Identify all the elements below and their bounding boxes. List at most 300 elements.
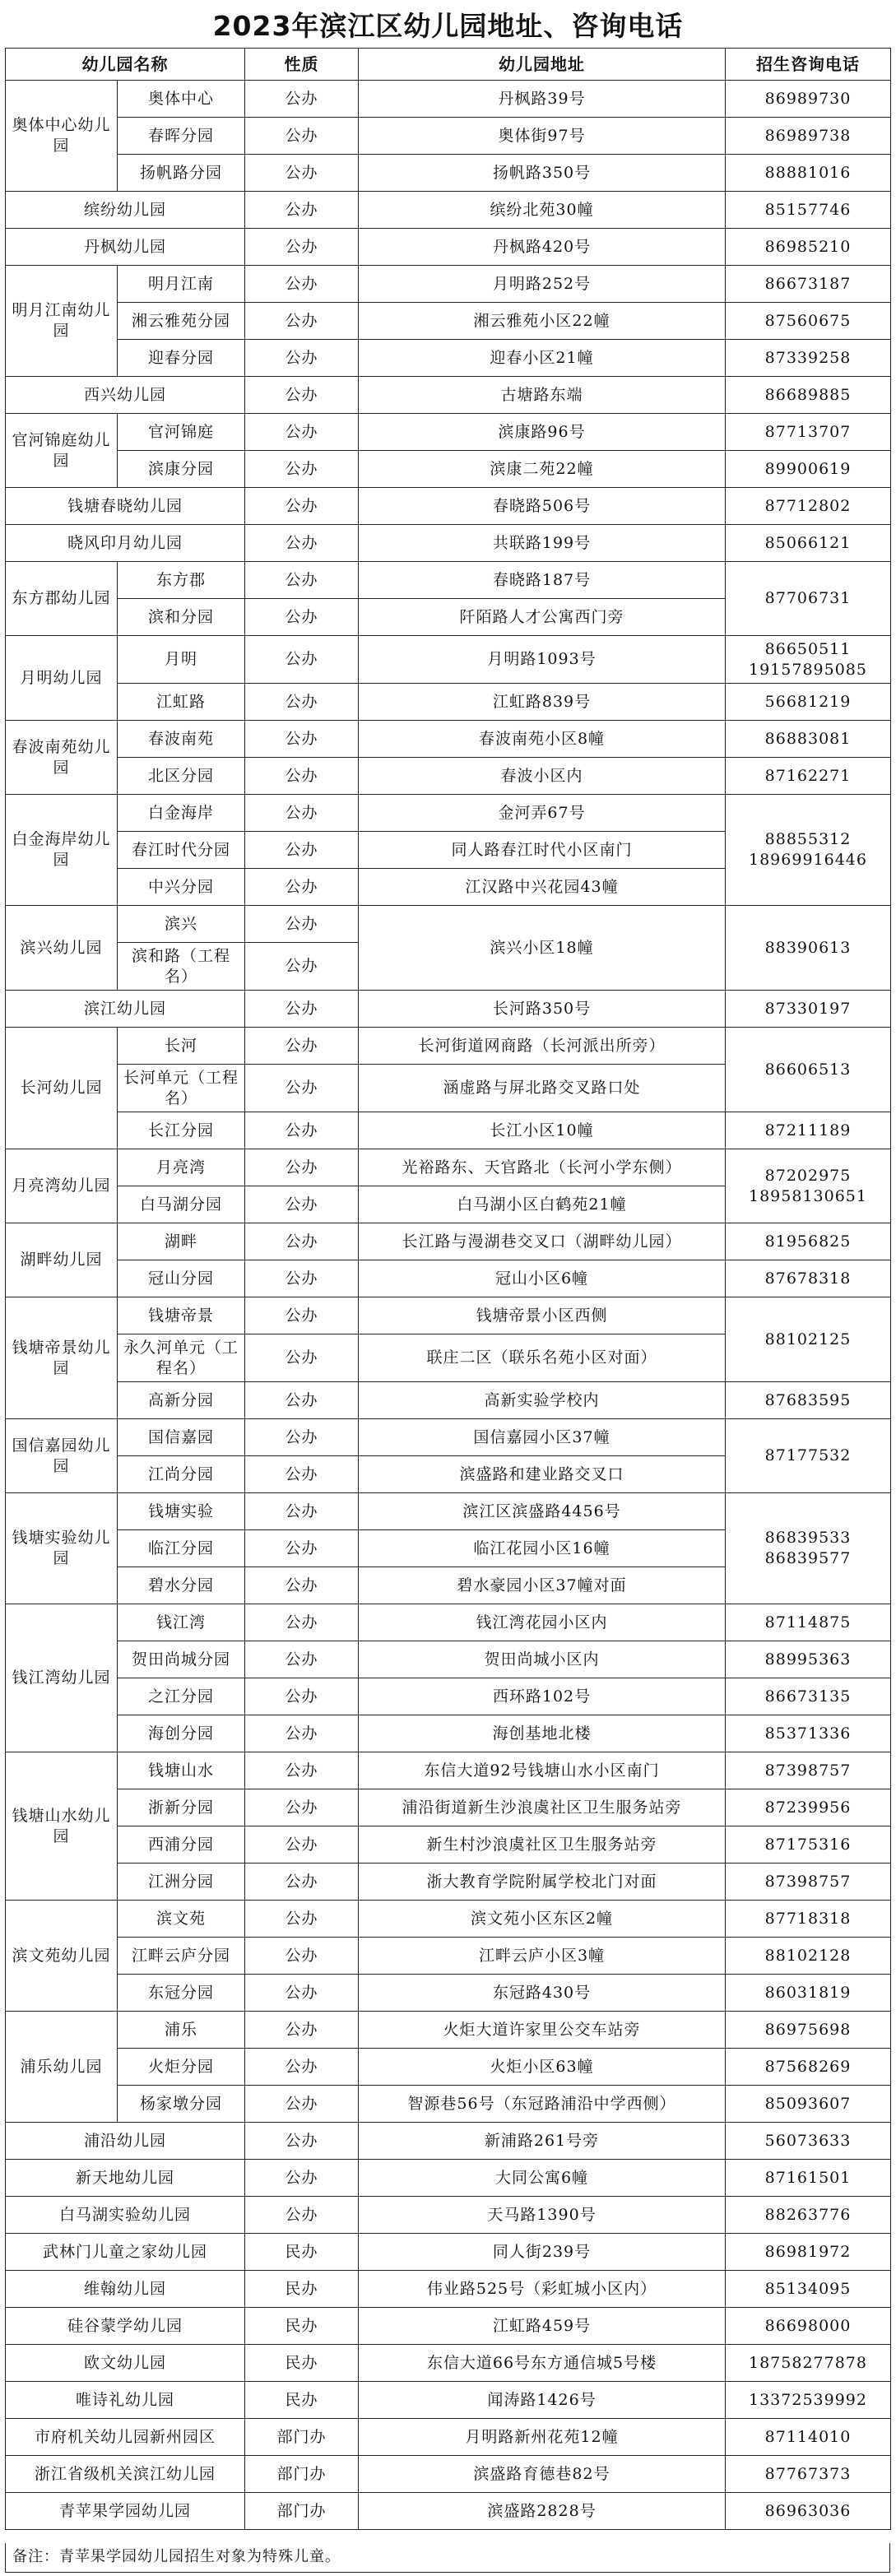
table-row <box>6 2456 891 2493</box>
type-cell: 公办 <box>245 229 359 266</box>
kindergarten-name: 长河幼儿园 <box>6 1028 118 1149</box>
branch-name: 扬帆路分园 <box>118 155 245 192</box>
phone-cell: 87398757 <box>726 1752 891 1789</box>
address-cell: 碧水豪园小区37幢对面 <box>359 1567 726 1604</box>
kindergarten-name: 湖畔幼儿园 <box>6 1223 118 1297</box>
type-cell: 公办 <box>245 2197 359 2234</box>
type-cell: 公办 <box>245 1641 359 1678</box>
type-cell: 公办 <box>245 1112 359 1149</box>
table-row <box>6 451 891 488</box>
kindergarten-name: 白金海岸幼儿园 <box>6 795 118 906</box>
branch-name: 湖畔 <box>118 1223 245 1260</box>
type-cell: 公办 <box>245 943 359 991</box>
branch-name: 滨兴 <box>118 906 245 943</box>
address-cell: 春波小区内 <box>359 758 726 795</box>
table-row <box>6 155 891 192</box>
branch-name: 东冠分园 <box>118 1975 245 2012</box>
branch-name: 高新分园 <box>118 1382 245 1419</box>
table-row <box>6 2049 891 2086</box>
kindergarten-name: 维翰幼儿园 <box>6 2271 245 2308</box>
type-cell: 民办 <box>245 2382 359 2419</box>
type-cell: 公办 <box>245 1678 359 1715</box>
address-cell: 月明路252号 <box>359 266 726 303</box>
address-cell: 联庄二区（联乐名苑小区对面） <box>359 1334 726 1382</box>
address-cell: 浦沿街道新生沙浪虞社区卫生服务站旁 <box>359 1789 726 1826</box>
phone-cell: 86673135 <box>726 1678 891 1715</box>
address-cell: 长江路与漫湖巷交叉口（湖畔幼儿园） <box>359 1223 726 1260</box>
branch-name: 滨文苑 <box>118 1901 245 1938</box>
address-cell: 扬帆路350号 <box>359 155 726 192</box>
table-row <box>6 1382 891 1419</box>
type-cell: 公办 <box>245 1334 359 1382</box>
phone-cell: 88881016 <box>726 155 891 192</box>
kindergarten-name: 武林门儿童之家幼儿园 <box>6 2234 245 2271</box>
address-cell: 西环路102号 <box>359 1678 726 1715</box>
phone-cell: 86689885 <box>726 377 891 414</box>
header-type: 性质 <box>245 49 359 81</box>
phone-cell: 87767373 <box>726 2456 891 2493</box>
address-cell: 海创基地北楼 <box>359 1715 726 1752</box>
address-cell: 江虹路839号 <box>359 684 726 721</box>
table-row <box>6 2382 891 2419</box>
type-cell: 公办 <box>245 2049 359 2086</box>
address-cell: 春波南苑小区8幢 <box>359 721 726 758</box>
address-cell: 江汉路中兴花园43幢 <box>359 869 726 906</box>
table-row <box>6 1223 891 1260</box>
phone-cell: 86650511 19157895085 <box>726 636 891 684</box>
table-row <box>6 2308 891 2345</box>
phone-cell: 86031819 <box>726 1975 891 2012</box>
phone-cell: 89900619 <box>726 451 891 488</box>
kindergarten-name: 硅谷蒙学幼儿园 <box>6 2308 245 2345</box>
branch-name: 长江分园 <box>118 1112 245 1149</box>
address-cell: 临江花园小区16幢 <box>359 1530 726 1567</box>
address-cell: 智源巷56号（东冠路浦沿中学西侧） <box>359 2086 726 2123</box>
address-cell: 滨文苑小区东区2幢 <box>359 1901 726 1938</box>
address-cell: 火炬大道许家里公交车站旁 <box>359 2012 726 2049</box>
phone-cell: 87161501 <box>726 2160 891 2197</box>
kindergarten-name: 缤纷幼儿园 <box>6 192 245 229</box>
phone-cell: 87398757 <box>726 1864 891 1901</box>
address-cell: 同人路春江时代小区南门 <box>359 832 726 869</box>
phone-cell: 86606513 <box>726 1028 891 1112</box>
address-cell: 丹枫路39号 <box>359 81 726 118</box>
phone-cell: 87175316 <box>726 1826 891 1864</box>
kindergarten-name: 丹枫幼儿园 <box>6 229 245 266</box>
phone-cell: 86989730 <box>726 81 891 118</box>
table-row <box>6 229 891 266</box>
table-row <box>6 2012 891 2049</box>
phone-cell: 13372539992 <box>726 2382 891 2419</box>
branch-name: 江洲分园 <box>118 1864 245 1901</box>
table-row <box>6 1901 891 1938</box>
phone-cell: 88263776 <box>726 2197 891 2234</box>
type-cell: 公办 <box>245 118 359 155</box>
type-cell: 公办 <box>245 1297 359 1334</box>
table-row <box>6 81 891 118</box>
branch-name: 滨和分园 <box>118 599 245 636</box>
type-cell: 公办 <box>245 1752 359 1789</box>
type-cell: 公办 <box>245 869 359 906</box>
type-cell: 公办 <box>245 1604 359 1641</box>
table-row <box>6 2493 891 2530</box>
phone-cell: 85371336 <box>726 1715 891 1752</box>
phone-cell: 87568269 <box>726 2049 891 2086</box>
kindergarten-name: 钱塘帝景幼儿园 <box>6 1297 118 1419</box>
table-row <box>6 118 891 155</box>
page-title: 2023年滨江区幼儿园地址、咨询电话 <box>212 10 684 42</box>
address-cell: 湘云雅苑小区22幢 <box>359 303 726 340</box>
table-row <box>6 721 891 758</box>
type-cell: 公办 <box>245 832 359 869</box>
address-cell: 滨康二苑22幢 <box>359 451 726 488</box>
address-cell: 火炬小区63幢 <box>359 2049 726 2086</box>
address-cell: 缤纷北苑30幢 <box>359 192 726 229</box>
type-cell: 公办 <box>245 758 359 795</box>
address-cell: 长江小区10幢 <box>359 1112 726 1149</box>
branch-name: 迎春分园 <box>118 340 245 377</box>
table-row <box>6 636 891 684</box>
kindergarten-name: 东方郡幼儿园 <box>6 562 118 636</box>
table-row <box>6 1938 891 1975</box>
branch-name: 国信嘉园 <box>118 1419 245 1456</box>
address-cell: 奥体街97号 <box>359 118 726 155</box>
type-cell: 部门办 <box>245 2493 359 2530</box>
table-row <box>6 2419 891 2456</box>
phone-cell: 87683595 <box>726 1382 891 1419</box>
type-cell: 公办 <box>245 1028 359 1065</box>
table-row <box>6 758 891 795</box>
branch-name: 永久河单元（工程名） <box>118 1334 245 1382</box>
branch-name: 滨康分园 <box>118 451 245 488</box>
branch-name: 东方郡 <box>118 562 245 599</box>
address-cell: 国信嘉园小区37幢 <box>359 1419 726 1456</box>
type-cell: 公办 <box>245 1826 359 1864</box>
type-cell: 公办 <box>245 1382 359 1419</box>
type-cell: 公办 <box>245 1456 359 1493</box>
kindergarten-name: 钱塘山水幼儿园 <box>6 1752 118 1901</box>
branch-name: 滨和路（工程名） <box>118 943 245 991</box>
table-row <box>6 795 891 832</box>
table-row <box>6 414 891 451</box>
type-cell: 公办 <box>245 155 359 192</box>
type-cell: 部门办 <box>245 2456 359 2493</box>
phone-cell: 86989738 <box>726 118 891 155</box>
type-cell: 公办 <box>245 266 359 303</box>
phone-cell: 88995363 <box>726 1641 891 1678</box>
table-row <box>6 2086 891 2123</box>
type-cell: 公办 <box>245 1149 359 1186</box>
address-cell: 高新实验学校内 <box>359 1382 726 1419</box>
phone-cell: 86981972 <box>726 2234 891 2271</box>
branch-name: 中兴分园 <box>118 869 245 906</box>
address-cell: 长河路350号 <box>359 991 726 1028</box>
phone-cell: 87162271 <box>726 758 891 795</box>
table-row <box>6 562 891 599</box>
table-row <box>6 1864 891 1901</box>
address-cell: 长河街道网商路（长河派出所旁） <box>359 1028 726 1065</box>
address-cell: 滨盛路和建业路交叉口 <box>359 1456 726 1493</box>
address-cell: 冠山小区6幢 <box>359 1260 726 1297</box>
address-cell: 伟业路525号（彩虹城小区内） <box>359 2271 726 2308</box>
address-cell: 滨兴小区18幢 <box>359 906 726 991</box>
branch-name: 之江分园 <box>118 1678 245 1715</box>
phone-cell: 87678318 <box>726 1260 891 1297</box>
type-cell: 公办 <box>245 488 359 525</box>
type-cell: 公办 <box>245 2012 359 2049</box>
branch-name: 钱塘山水 <box>118 1752 245 1789</box>
branch-name: 长河 <box>118 1028 245 1065</box>
phone-cell: 88390613 <box>726 906 891 991</box>
address-cell: 涵虚路与屏北路交叉路口处 <box>359 1065 726 1112</box>
phone-cell: 87211189 <box>726 1112 891 1149</box>
kindergarten-name: 新天地幼儿园 <box>6 2160 245 2197</box>
table-row <box>6 2234 891 2271</box>
table-row <box>6 1789 891 1826</box>
type-cell: 公办 <box>245 1260 359 1297</box>
type-cell: 公办 <box>245 414 359 451</box>
address-cell: 白马湖小区白鹤苑21幢 <box>359 1186 726 1223</box>
address-cell: 滨盛路2828号 <box>359 2493 726 2530</box>
address-cell: 闻涛路1426号 <box>359 2382 726 2419</box>
address-cell: 春晓路506号 <box>359 488 726 525</box>
type-cell: 公办 <box>245 1789 359 1826</box>
type-cell: 公办 <box>245 1530 359 1567</box>
table-row <box>6 2123 891 2160</box>
branch-name: 春江时代分园 <box>118 832 245 869</box>
type-cell: 公办 <box>245 1715 359 1752</box>
kindergarten-name: 滨文苑幼儿园 <box>6 1901 118 2012</box>
type-cell: 公办 <box>245 1419 359 1456</box>
table-row <box>6 991 891 1028</box>
table-row <box>6 1419 891 1456</box>
type-cell: 公办 <box>245 525 359 562</box>
phone-cell: 86673187 <box>726 266 891 303</box>
kindergarten-name: 滨江幼儿园 <box>6 991 245 1028</box>
phone-cell: 87706731 <box>726 562 891 636</box>
kindergarten-table <box>5 48 891 2530</box>
kindergarten-name: 浦乐幼儿园 <box>6 2012 118 2123</box>
branch-name: 火炬分园 <box>118 2049 245 2086</box>
table-row <box>6 2345 891 2382</box>
phone-cell: 87330197 <box>726 991 891 1028</box>
table-row <box>6 192 891 229</box>
branch-name: 春波南苑 <box>118 721 245 758</box>
type-cell: 公办 <box>245 795 359 832</box>
table-body <box>6 81 891 2530</box>
address-cell: 新浦路261号旁 <box>359 2123 726 2160</box>
phone-cell: 87239956 <box>726 1789 891 1826</box>
phone-cell: 86985210 <box>726 229 891 266</box>
type-cell: 公办 <box>245 1493 359 1530</box>
address-cell: 江虹路459号 <box>359 2308 726 2345</box>
type-cell: 公办 <box>245 1864 359 1901</box>
type-cell: 民办 <box>245 2308 359 2345</box>
kindergarten-name: 月明幼儿园 <box>6 636 118 721</box>
branch-name: 碧水分园 <box>118 1567 245 1604</box>
table-row <box>6 303 891 340</box>
table-row <box>6 340 891 377</box>
table-row <box>6 1028 891 1065</box>
kindergarten-name: 滨兴幼儿园 <box>6 906 118 991</box>
type-cell: 公办 <box>245 2123 359 2160</box>
type-cell: 民办 <box>245 2345 359 2382</box>
branch-name: 北区分园 <box>118 758 245 795</box>
address-cell: 江畔云庐小区3幢 <box>359 1938 726 1975</box>
address-cell: 月明路1093号 <box>359 636 726 684</box>
address-cell: 月明路新州花苑12幢 <box>359 2419 726 2456</box>
table-header-row <box>6 49 891 81</box>
kindergarten-name: 市府机关幼儿园新州园区 <box>6 2419 245 2456</box>
kindergarten-name: 国信嘉园幼儿园 <box>6 1419 118 1493</box>
address-cell: 春晓路187号 <box>359 562 726 599</box>
kindergarten-name: 青苹果学园幼儿园 <box>6 2493 245 2530</box>
phone-cell: 86839533 86839577 <box>726 1493 891 1604</box>
branch-name: 春晖分园 <box>118 118 245 155</box>
type-cell: 公办 <box>245 562 359 599</box>
footnote: 备注：青苹果学园幼儿园招生对象为特殊儿童。 <box>5 2543 890 2573</box>
kindergarten-name: 官河锦庭幼儿园 <box>6 414 118 488</box>
address-cell: 迎春小区21幢 <box>359 340 726 377</box>
type-cell: 公办 <box>245 340 359 377</box>
kindergarten-name: 钱江湾幼儿园 <box>6 1604 118 1752</box>
type-cell: 公办 <box>245 1065 359 1112</box>
address-cell: 阡陌路人才公寓西门旁 <box>359 599 726 636</box>
kindergarten-name: 欧文幼儿园 <box>6 2345 245 2382</box>
header-phone: 招生咨询电话 <box>726 49 891 81</box>
table-row <box>6 684 891 721</box>
phone-cell: 87114875 <box>726 1604 891 1641</box>
branch-name: 杨家墩分园 <box>118 2086 245 2123</box>
table-row <box>6 1604 891 1641</box>
table-row <box>6 906 891 943</box>
type-cell: 公办 <box>245 2086 359 2123</box>
type-cell: 公办 <box>245 1186 359 1223</box>
type-cell: 公办 <box>245 991 359 1028</box>
type-cell: 公办 <box>245 721 359 758</box>
kindergarten-name: 白马湖实验幼儿园 <box>6 2197 245 2234</box>
kindergarten-name: 春波南苑幼儿园 <box>6 721 118 795</box>
address-cell: 新生村沙浪虞社区卫生服务站旁 <box>359 1826 726 1864</box>
branch-name: 白金海岸 <box>118 795 245 832</box>
phone-cell: 86698000 <box>726 2308 891 2345</box>
phone-cell: 56681219 <box>726 684 891 721</box>
address-cell: 滨康路96号 <box>359 414 726 451</box>
address-cell: 古塘路东端 <box>359 377 726 414</box>
kindergarten-name: 晓风印月幼儿园 <box>6 525 245 562</box>
kindergarten-name: 奥体中心幼儿园 <box>6 81 118 192</box>
address-cell: 共联路199号 <box>359 525 726 562</box>
address-cell: 天马路1390号 <box>359 2197 726 2234</box>
phone-cell: 18758277878 <box>726 2345 891 2382</box>
address-cell: 滨盛路育德巷82号 <box>359 2456 726 2493</box>
kindergarten-name: 唯诗礼幼儿园 <box>6 2382 245 2419</box>
branch-name: 钱江湾 <box>118 1604 245 1641</box>
table-row <box>6 266 891 303</box>
phone-cell: 86975698 <box>726 2012 891 2049</box>
branch-name: 白马湖分园 <box>118 1186 245 1223</box>
phone-cell: 87114010 <box>726 2419 891 2456</box>
branch-name: 钱塘帝景 <box>118 1297 245 1334</box>
branch-name: 临江分园 <box>118 1530 245 1567</box>
type-cell: 公办 <box>245 192 359 229</box>
table-row <box>6 1493 891 1530</box>
branch-name: 长河单元（工程名） <box>118 1065 245 1112</box>
type-cell: 公办 <box>245 906 359 943</box>
phone-cell: 88855312 18969916446 <box>726 795 891 906</box>
phone-cell: 85093607 <box>726 2086 891 2123</box>
phone-cell: 87339258 <box>726 340 891 377</box>
address-cell: 滨江区滨盛路4456号 <box>359 1493 726 1530</box>
address-cell: 同人街239号 <box>359 2234 726 2271</box>
type-cell: 公办 <box>245 81 359 118</box>
branch-name: 江畔云庐分园 <box>118 1938 245 1975</box>
phone-cell: 86883081 <box>726 721 891 758</box>
phone-cell: 85134095 <box>726 2271 891 2308</box>
type-cell: 公办 <box>245 451 359 488</box>
kindergarten-name: 西兴幼儿园 <box>6 377 245 414</box>
type-cell: 公办 <box>245 1901 359 1938</box>
table-row <box>6 1260 891 1297</box>
type-cell: 民办 <box>245 2234 359 2271</box>
branch-name: 湘云雅苑分园 <box>118 303 245 340</box>
phone-cell: 87712802 <box>726 488 891 525</box>
branch-name: 官河锦庭 <box>118 414 245 451</box>
phone-cell: 85157746 <box>726 192 891 229</box>
phone-cell: 87177532 <box>726 1419 891 1493</box>
branch-name: 明月江南 <box>118 266 245 303</box>
type-cell: 公办 <box>245 2160 359 2197</box>
branch-name: 浦乐 <box>118 2012 245 2049</box>
phone-cell: 56073633 <box>726 2123 891 2160</box>
type-cell: 公办 <box>245 684 359 721</box>
branch-name: 钱塘实验 <box>118 1493 245 1530</box>
branch-name: 西浦分园 <box>118 1826 245 1864</box>
address-cell: 东冠路430号 <box>359 1975 726 2012</box>
kindergarten-name: 月亮湾幼儿园 <box>6 1149 118 1223</box>
type-cell: 部门办 <box>245 2419 359 2456</box>
table-row <box>6 1112 891 1149</box>
address-cell: 东信大道92号钱塘山水小区南门 <box>359 1752 726 1789</box>
address-cell: 丹枫路420号 <box>359 229 726 266</box>
table-row <box>6 1826 891 1864</box>
phone-cell: 87713707 <box>726 414 891 451</box>
type-cell: 公办 <box>245 1938 359 1975</box>
phone-cell: 87202975 18958130651 <box>726 1149 891 1223</box>
table-row <box>6 2160 891 2197</box>
address-cell: 大同公寓6幢 <box>359 2160 726 2197</box>
phone-cell: 81956825 <box>726 1223 891 1260</box>
type-cell: 公办 <box>245 377 359 414</box>
address-cell: 金河弄67号 <box>359 795 726 832</box>
address-cell: 光裕路东、天官路北（长河小学东侧） <box>359 1149 726 1186</box>
branch-name: 奥体中心 <box>118 81 245 118</box>
table-row <box>6 1678 891 1715</box>
branch-name: 月明 <box>118 636 245 684</box>
type-cell: 公办 <box>245 303 359 340</box>
table-row <box>6 2271 891 2308</box>
kindergarten-name: 钱塘实验幼儿园 <box>6 1493 118 1604</box>
phone-cell: 88102125 <box>726 1297 891 1382</box>
phone-cell: 87560675 <box>726 303 891 340</box>
branch-name: 海创分园 <box>118 1715 245 1752</box>
header-address: 幼儿园地址 <box>359 49 726 81</box>
table-row <box>6 377 891 414</box>
table-row <box>6 1715 891 1752</box>
branch-name: 江尚分园 <box>118 1456 245 1493</box>
kindergarten-name: 钱塘春晓幼儿园 <box>6 488 245 525</box>
address-cell: 东信大道66号东方通信城5号楼 <box>359 2345 726 2382</box>
